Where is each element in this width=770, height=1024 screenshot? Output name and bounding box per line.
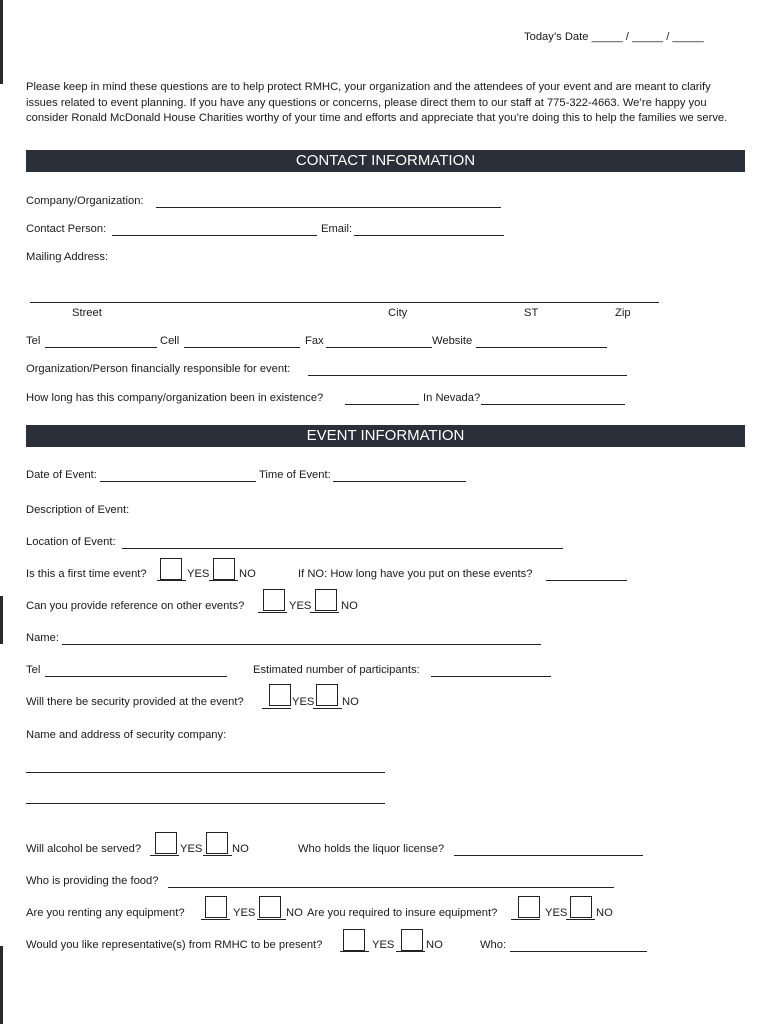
- renting-yes-checkbox[interactable]: [205, 896, 227, 918]
- yes-label: YES: [187, 568, 210, 580]
- insure-label: Are you required to insure equipment?: [307, 907, 498, 919]
- who-label: Who:: [480, 939, 507, 951]
- company-field[interactable]: [156, 207, 501, 208]
- blank: [201, 919, 230, 920]
- contact-section-header: CONTACT INFORMATION: [26, 150, 745, 172]
- blank: [203, 855, 232, 856]
- no-label: NO: [596, 907, 613, 919]
- first-time-no-checkbox[interactable]: [213, 558, 235, 580]
- first-time-label: Is this a first time event?: [26, 568, 147, 580]
- mailing-address-field[interactable]: [30, 302, 659, 303]
- cell-label: Cell: [160, 335, 180, 347]
- blank: [150, 855, 179, 856]
- yes-label: YES: [289, 600, 312, 612]
- reference-label: Can you provide reference on other events?: [26, 600, 245, 612]
- blank: [566, 919, 595, 920]
- city-caption: City: [388, 307, 408, 319]
- security-no-checkbox[interactable]: [316, 684, 338, 706]
- security-yes-checkbox[interactable]: [269, 684, 291, 706]
- street-caption: Street: [72, 307, 102, 319]
- blank: [313, 708, 342, 709]
- fax-label: Fax: [305, 335, 324, 347]
- security-company-field[interactable]: [26, 803, 385, 804]
- todays-date-field[interactable]: Today’s Date _____ / _____ / _____: [524, 31, 704, 43]
- location-label: Location of Event:: [26, 536, 116, 548]
- who-field[interactable]: [510, 951, 647, 952]
- renting-label: Are you renting any equipment?: [26, 907, 185, 919]
- date-of-event-field[interactable]: [100, 481, 256, 482]
- existence-field[interactable]: [345, 404, 419, 405]
- liquor-label: Who holds the liquor license?: [298, 843, 445, 855]
- security-company-field[interactable]: [26, 772, 385, 773]
- date-of-event-label: Date of Event:: [26, 469, 97, 481]
- blank: [157, 580, 186, 581]
- security-label: Will there be security provided at the event?: [26, 696, 244, 708]
- financial-label: Organization/Person financially responsible for event:: [26, 363, 291, 375]
- insure-yes-checkbox[interactable]: [518, 896, 540, 918]
- fax-field[interactable]: [326, 347, 432, 348]
- first-time-yes-checkbox[interactable]: [160, 558, 182, 580]
- cell-field[interactable]: [184, 347, 300, 348]
- no-label: NO: [286, 907, 303, 919]
- alcohol-no-checkbox[interactable]: [206, 832, 228, 854]
- liquor-field[interactable]: [454, 855, 643, 856]
- left-edge-mark: [0, 0, 3, 84]
- company-label: Company/Organization:: [26, 195, 144, 207]
- blank: [262, 708, 291, 709]
- existence-label: How long has this company/organization been in existence?: [26, 392, 324, 404]
- yes-label: YES: [292, 696, 315, 708]
- blank: [209, 580, 238, 581]
- reference-yes-checkbox[interactable]: [263, 589, 285, 611]
- security-company-label: Name and address of security company:: [26, 729, 227, 741]
- renting-no-checkbox[interactable]: [259, 896, 281, 918]
- name-field[interactable]: [62, 644, 541, 645]
- no-label: NO: [232, 843, 249, 855]
- if-no-field[interactable]: [546, 580, 627, 581]
- insure-no-checkbox[interactable]: [570, 896, 592, 918]
- alcohol-yes-checkbox[interactable]: [155, 832, 177, 854]
- website-field[interactable]: [476, 347, 607, 348]
- blank: [340, 951, 369, 952]
- left-edge-mark: [0, 946, 3, 1024]
- contact-person-field[interactable]: [112, 235, 317, 236]
- no-label: NO: [426, 939, 443, 951]
- contact-person-label: Contact Person:: [26, 223, 107, 235]
- participants-label: Estimated number of participants:: [253, 664, 420, 676]
- blank: [396, 951, 425, 952]
- website-label: Website: [432, 335, 473, 347]
- representative-no-checkbox[interactable]: [401, 929, 423, 951]
- mailing-address-label: Mailing Address:: [26, 251, 109, 263]
- time-of-event-label: Time of Event:: [259, 469, 331, 481]
- food-field[interactable]: [168, 887, 614, 888]
- event-section-header: EVENT INFORMATION: [26, 425, 745, 447]
- representative-label: Would you like representative(s) from RMHC to be present?: [26, 939, 323, 951]
- name-label: Name:: [26, 632, 59, 644]
- event-tel-field[interactable]: [45, 676, 227, 677]
- left-edge-mark: [0, 596, 3, 644]
- description-label: Description of Event:: [26, 504, 130, 516]
- email-label: Email:: [321, 223, 353, 235]
- yes-label: YES: [545, 907, 568, 919]
- participants-field[interactable]: [431, 676, 551, 677]
- location-field[interactable]: [122, 548, 563, 549]
- zip-caption: Zip: [615, 307, 631, 319]
- blank: [511, 919, 540, 920]
- blank: [257, 919, 286, 920]
- tel-field[interactable]: [45, 347, 157, 348]
- representative-yes-checkbox[interactable]: [343, 929, 365, 951]
- blank: [258, 612, 287, 613]
- yes-label: YES: [233, 907, 256, 919]
- nevada-field[interactable]: [481, 404, 625, 405]
- if-no-label: If NO: How long have you put on these events?: [298, 568, 533, 580]
- financial-field[interactable]: [308, 375, 627, 376]
- st-caption: ST: [524, 307, 539, 319]
- no-label: NO: [341, 600, 358, 612]
- intro-paragraph: Please keep in mind these questions are to help protect RMHC, your organization and the attendees of your event and are meant to clarify issues related to event planning. If you have any questions or concerns, please direct them to our staff at 775-322-4663. We’re happy you consider Ronald McDonald House Charities worthy of your time and efforts and appreciate that you’re doing this to help the families we serve.: [26, 81, 728, 124]
- yes-label: YES: [372, 939, 395, 951]
- food-label: Who is providing the food?: [26, 875, 159, 887]
- no-label: NO: [239, 568, 256, 580]
- alcohol-label: Will alcohol be served?: [26, 843, 142, 855]
- email-field[interactable]: [354, 235, 504, 236]
- blank: [310, 612, 339, 613]
- time-of-event-field[interactable]: [333, 481, 466, 482]
- tel-label: Tel: [26, 335, 41, 347]
- reference-no-checkbox[interactable]: [315, 589, 337, 611]
- yes-label: YES: [180, 843, 203, 855]
- nevada-label: In Nevada?: [423, 392, 481, 404]
- event-tel-label: Tel: [26, 664, 41, 676]
- no-label: NO: [342, 696, 359, 708]
